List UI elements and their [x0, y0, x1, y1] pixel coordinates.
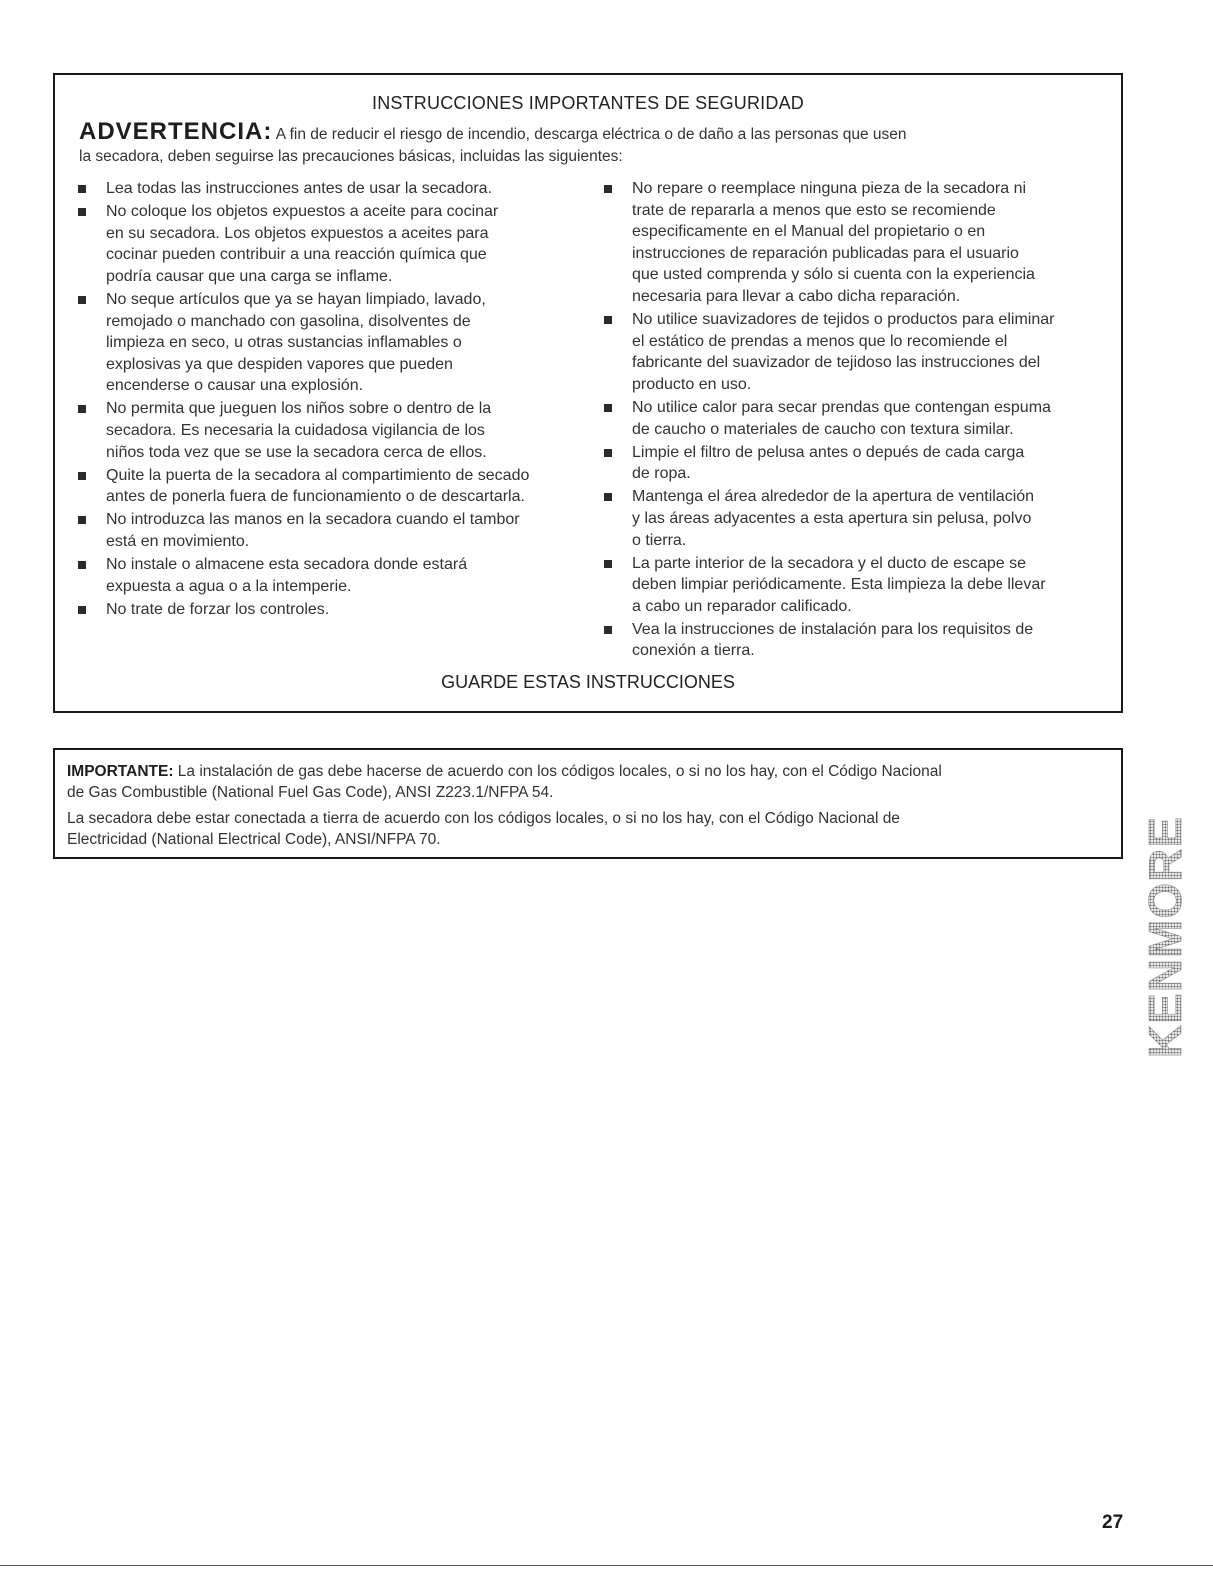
list-item	[594, 397, 1124, 440]
list-item-text: conexión a tierra.	[632, 642, 755, 660]
list-item	[594, 309, 1124, 395]
list-item-text: explosivas ya que despiden vapores que pueden	[106, 355, 453, 373]
important-gas-text-2: de Gas Combustible (National Fuel Gas Code), ANSI Z223.1/NFPA 54.	[67, 783, 554, 801]
important-paragraph-gas	[67, 762, 1111, 803]
list-item-text: Quite la puerta de la secadora al compartimiento de secado	[106, 466, 530, 484]
list-item	[68, 599, 588, 621]
page-number: 27	[1102, 1512, 1124, 1533]
list-item-text: podría causar que una carga se inflame.	[106, 267, 393, 285]
square-bullet-icon	[604, 560, 612, 568]
important-electric-text-1: La secadora debe estar conectada a tierra de acuerdo con los códigos locales, o si no los hay, con el Código Nacional de	[67, 810, 900, 827]
left-column-list	[68, 178, 588, 622]
list-item	[68, 201, 588, 287]
square-bullet-icon	[604, 493, 612, 501]
square-bullet-icon	[604, 185, 612, 193]
list-item-text: No introduzca las manos en la secadora cuando el tambor	[106, 511, 520, 529]
square-bullet-icon	[78, 405, 86, 413]
important-label: IMPORTANTE:	[67, 763, 174, 780]
list-item-text: encenderse o causar una explosión.	[106, 377, 364, 395]
warning-text-2: la secadora, deben seguirse las precauciones básicas, incluidas las siguientes:	[79, 148, 623, 165]
list-item-text: No seque artículos que ya se hayan limpiado, lavado,	[106, 290, 486, 308]
list-item-text: No utilice calor para secar prendas que contengan espuma	[632, 398, 1051, 416]
important-paragraph-electric	[67, 809, 1111, 850]
list-item	[68, 465, 588, 508]
square-bullet-icon	[604, 316, 612, 324]
list-item-text: fabricante del suavizador de tejidoso las instrucciones del	[632, 354, 1041, 372]
list-item-text: No permita que jueguen los niños sobre o dentro de la	[106, 400, 492, 418]
list-item-text: La parte interior de la secadora y el ducto de escape se	[632, 554, 1027, 572]
square-bullet-icon	[604, 404, 612, 412]
list-item	[68, 554, 588, 597]
list-item-text: que usted comprenda y sólo si cuenta con la experiencia	[632, 266, 1035, 284]
list-item	[594, 486, 1124, 551]
list-item-text: y las áreas adyacentes a esta apertura sin pelusa, polvo	[632, 509, 1032, 527]
warning-label: ADVERTENCIA:	[79, 118, 273, 145]
list-item	[594, 442, 1124, 485]
square-bullet-icon	[78, 606, 86, 614]
list-item	[68, 289, 588, 397]
list-item-text: instrucciones de reparación publicadas para el usuario	[632, 244, 1019, 262]
list-item-text: Limpie el filtro de pelusa antes o depués de cada carga	[632, 443, 1025, 461]
list-item	[68, 398, 588, 463]
list-item-text: antes de ponerla fuera de funcionamiento o de descartarla.	[106, 488, 525, 506]
square-bullet-icon	[78, 561, 86, 569]
important-notice-box	[53, 748, 1123, 859]
list-item-text: necesaria para llevar a cabo dicha reparación.	[632, 287, 961, 305]
bottom-divider	[0, 1565, 1213, 1566]
list-item-text: o tierra.	[632, 531, 687, 549]
list-item	[68, 178, 588, 200]
list-item	[68, 509, 588, 552]
list-item-text: Mantenga el área alrededor de la apertura de ventilación	[632, 488, 1035, 506]
warning-text-1: A fin de reducir el riesgo de incendio, descarga eléctrica o de daño a las personas que usen	[275, 126, 907, 143]
list-item-text: remojado o manchado con gasolina, disolventes de	[106, 312, 471, 330]
list-item-text: especificamente en el Manual del propietario o en	[632, 223, 986, 241]
list-item-text: niños toda vez que se use la secadora cerca de ellos.	[106, 443, 487, 461]
list-item-text: No coloque los objetos expuestos a aceite para cocinar	[106, 203, 499, 221]
list-item-text: No instale o almacene esta secadora donde estará	[106, 556, 468, 574]
square-bullet-icon	[78, 185, 86, 193]
kenmore-logo	[1139, 815, 1193, 1060]
right-column-list	[594, 178, 1124, 664]
square-bullet-icon	[78, 296, 86, 304]
list-item-text: de ropa.	[632, 465, 691, 483]
square-bullet-icon	[78, 516, 86, 524]
list-item-text: limpieza en seco, u otras sustancias inflamables o	[106, 334, 462, 352]
list-item-text: No trate de forzar los controles.	[106, 600, 330, 618]
list-item-text: el estático de prendas a menos que lo recomiende el	[632, 332, 1008, 350]
list-item-text: producto en uso.	[632, 375, 752, 393]
square-bullet-icon	[78, 472, 86, 480]
square-bullet-icon	[604, 449, 612, 457]
list-item-text: en su secadora. Los objetos expuestos a aceites para	[106, 224, 489, 242]
list-item-text: Lea todas las instrucciones antes de usar la secadora.	[106, 180, 493, 197]
list-item-text: secadora. Es necesaria la cuidadosa vigilancia de los	[106, 422, 485, 440]
list-item-text: a cabo un reparador calificado.	[632, 597, 852, 615]
important-gas-text-1: La instalación de gas debe hacerse de acuerdo con los códigos locales, o si no los hay, con el Código Nacional	[177, 763, 942, 780]
save-instructions-footer: GUARDE ESTAS INSTRUCCIONES	[441, 672, 735, 692]
list-item-text: de caucho o materiales de caucho con textura similar.	[632, 420, 1014, 438]
warning-paragraph	[79, 118, 1099, 168]
important-electric-text-2: Electricidad (National Electrical Code), ANSI/NFPA 70.	[67, 830, 441, 848]
list-item-text: Vea la instrucciones de instalación para los requisitos de	[632, 620, 1034, 638]
list-item-text: No utilice suavizadores de tejidos o productos para eliminar	[632, 311, 1055, 329]
list-item-text: expuesta a agua o a la intemperie.	[106, 577, 352, 595]
list-item-text: trate de repararla a menos que esto se recomiende	[632, 201, 996, 219]
logo-wordmark: KENMORE	[1139, 815, 1192, 1059]
list-item-text: está en movimiento.	[106, 533, 250, 550]
list-item-text: deben limpiar periódicamente. Esta limpieza la debe llevar	[632, 576, 1046, 594]
square-bullet-icon	[78, 208, 86, 216]
square-bullet-icon	[604, 626, 612, 634]
list-item	[594, 553, 1124, 618]
list-item-text: No repare o reemplace ninguna pieza de la secadora ni	[632, 180, 1027, 197]
list-item	[594, 178, 1124, 308]
list-item-text: cocinar pueden contribuir a una reacción química que	[106, 246, 487, 264]
list-item	[594, 619, 1124, 662]
safety-title: INSTRUCCIONES IMPORTANTES DE SEGURIDAD	[372, 93, 804, 113]
safety-instructions-box	[53, 73, 1123, 713]
